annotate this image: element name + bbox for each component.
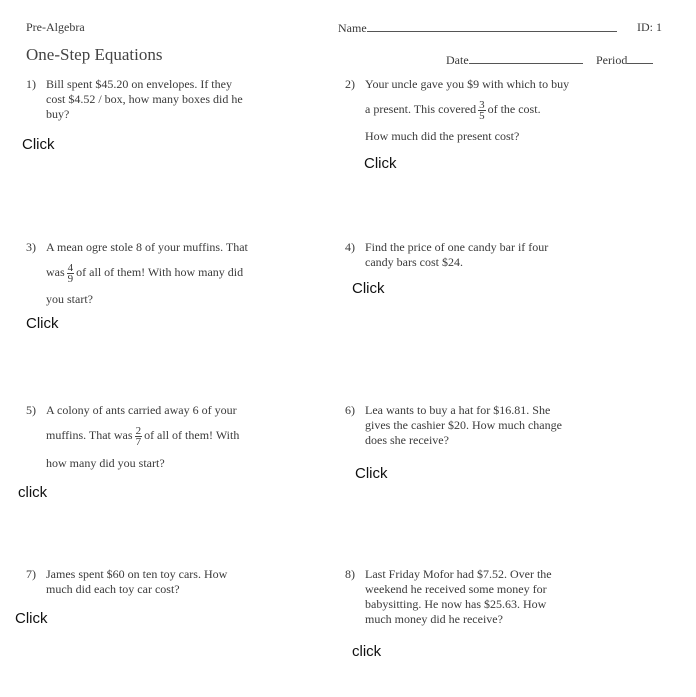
name-field[interactable] bbox=[338, 20, 617, 35]
denominator: 5 bbox=[479, 109, 485, 122]
question-number: 5) bbox=[26, 403, 36, 417]
question-text: cost $4.52 / box, how many boxes did he bbox=[46, 92, 243, 106]
period-line bbox=[627, 52, 653, 64]
denominator: 9 bbox=[67, 272, 74, 285]
question-text: A colony of ants carried away 6 of your bbox=[46, 403, 237, 417]
answer-click-7[interactable]: Click bbox=[15, 610, 48, 627]
question-text: babysitting. He now has $25.63. How bbox=[365, 597, 547, 611]
question-text: much did each toy car cost? bbox=[46, 582, 180, 596]
question-text: Bill spent $45.20 on envelopes. If they bbox=[46, 77, 232, 91]
period-label: Period bbox=[596, 53, 628, 67]
denominator: 7 bbox=[135, 435, 142, 448]
answer-click-4[interactable]: Click bbox=[352, 280, 385, 297]
question-text: does she receive? bbox=[365, 433, 449, 447]
text-part: was bbox=[46, 265, 65, 279]
name-line bbox=[367, 20, 617, 32]
question-text: buy? bbox=[46, 107, 70, 121]
fraction bbox=[478, 100, 486, 121]
date-label: Date bbox=[446, 53, 469, 67]
question-number: 8) bbox=[345, 567, 355, 581]
question-text: Find the price of one candy bar if four bbox=[365, 240, 549, 254]
fraction bbox=[135, 426, 143, 447]
question-text bbox=[46, 421, 239, 449]
text-part: muffins. That was bbox=[46, 428, 133, 442]
text-part: of all of them! With bbox=[144, 428, 240, 442]
text-part: of the cost. bbox=[487, 102, 541, 116]
question-number: 7) bbox=[26, 567, 36, 581]
answer-click-5[interactable]: click bbox=[18, 484, 48, 501]
date-field[interactable] bbox=[446, 52, 583, 67]
question-number: 4) bbox=[345, 240, 355, 254]
question-text bbox=[365, 95, 541, 123]
question-text: Your uncle gave you $9 with which to buy bbox=[365, 77, 570, 91]
page-title: One-Step Equations bbox=[26, 45, 163, 64]
numerator: 3 bbox=[479, 98, 485, 111]
question-text: Last Friday Mofor had $7.52. Over the bbox=[365, 567, 552, 581]
question-text: How much did the present cost? bbox=[365, 129, 520, 143]
question-text: A mean ogre stole 8 of your muffins. That bbox=[46, 240, 248, 254]
question-number: 1) bbox=[26, 77, 36, 91]
answer-click-3[interactable]: Click bbox=[26, 315, 59, 332]
question-text: weekend he received some money for bbox=[365, 582, 547, 596]
question-text: you start? bbox=[46, 292, 93, 306]
answer-click-1[interactable]: Click bbox=[22, 136, 55, 153]
id-label: ID: 1 bbox=[637, 20, 662, 34]
question-text: Lea wants to buy a hat for $16.81. She bbox=[365, 403, 551, 417]
text-part: a present. This covered bbox=[365, 102, 477, 116]
course-label: Pre-Algebra bbox=[26, 20, 85, 34]
date-line bbox=[469, 52, 583, 64]
answer-click-2[interactable]: Click bbox=[364, 155, 397, 172]
numerator: 4 bbox=[67, 261, 74, 274]
question-text: much money did he receive? bbox=[365, 612, 503, 626]
question-number: 6) bbox=[345, 403, 355, 417]
question-text: James spent $60 on ten toy cars. How bbox=[46, 567, 228, 581]
name-label: Name bbox=[338, 21, 367, 35]
period-field[interactable] bbox=[596, 52, 653, 67]
question-text: how many did you start? bbox=[46, 456, 165, 470]
numerator: 2 bbox=[135, 424, 142, 437]
question-number: 2) bbox=[345, 77, 355, 91]
answer-click-6[interactable]: Click bbox=[355, 465, 388, 482]
question-text: gives the cashier $20. How much change bbox=[365, 418, 562, 432]
question-text bbox=[46, 258, 243, 286]
question-number: 3) bbox=[26, 240, 36, 254]
question-text: candy bars cost $24. bbox=[365, 255, 463, 269]
fraction bbox=[67, 263, 75, 284]
text-part: of all of them! With how many did bbox=[76, 265, 244, 279]
answer-click-8[interactable]: click bbox=[352, 643, 382, 660]
